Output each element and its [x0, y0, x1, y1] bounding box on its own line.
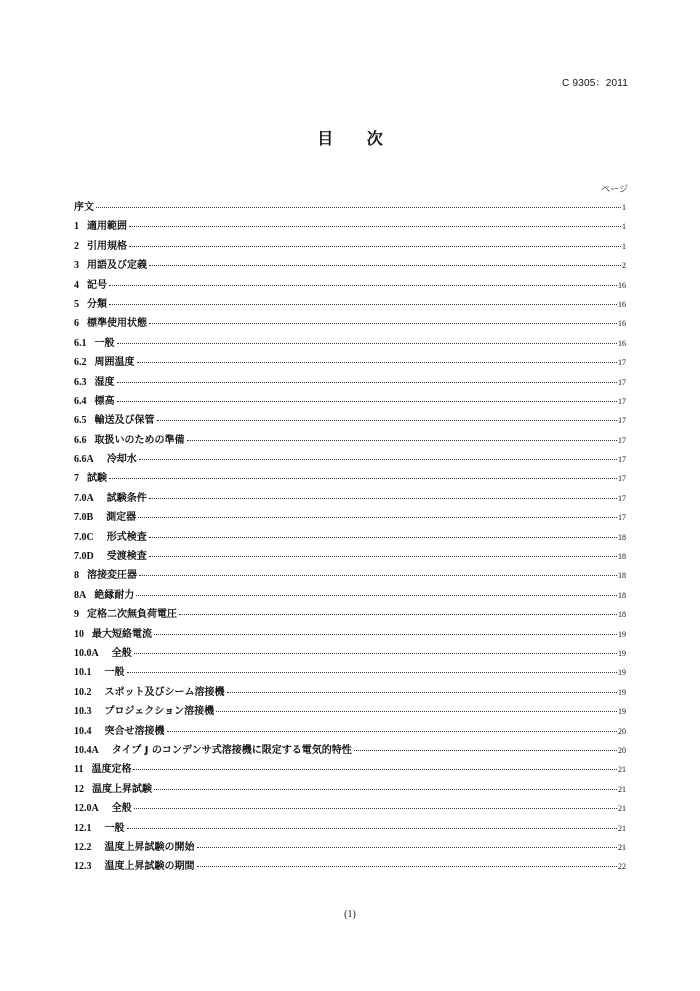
toc-entry[interactable]: [74, 256, 626, 275]
toc-entry-page: 18: [618, 552, 626, 562]
toc-entry-page: 20: [618, 726, 626, 736]
toc-dot-leader: [127, 828, 618, 829]
toc-entry-number: 7.0B: [74, 512, 94, 524]
toc-entry-page: 18: [618, 610, 626, 620]
toc-dot-leader: [149, 556, 617, 557]
toc-entry-label: 定格二次無負荷電圧: [87, 609, 177, 621]
toc-entry-label: 標準使用状態: [87, 318, 147, 330]
toc-entry[interactable]: [74, 295, 626, 314]
toc-entry-label: 全般: [111, 803, 132, 815]
toc-entry-number: 1: [74, 221, 79, 233]
toc-dot-leader: [117, 401, 618, 402]
toc-entry-label: 最大短絡電流: [92, 628, 152, 640]
toc-dot-leader: [133, 769, 617, 770]
toc-entry[interactable]: [74, 663, 626, 682]
toc-entry-number: 12.2: [74, 841, 92, 853]
toc-entry[interactable]: [74, 373, 626, 392]
toc-entry-page: 21: [618, 842, 626, 852]
toc-entry-page: 18: [618, 532, 626, 542]
toc-entry-number: 6.6: [74, 434, 87, 446]
toc-entry-number: 4: [74, 279, 79, 291]
toc-dot-leader: [354, 750, 617, 751]
toc-entry[interactable]: [74, 625, 626, 644]
toc-entry-page: 16: [618, 338, 626, 348]
toc-entry-number: 10.0A: [74, 647, 99, 659]
toc-entry-label: 温度上昇試験: [92, 783, 152, 795]
toc-entry[interactable]: [74, 702, 626, 721]
toc-entry-number: 10: [74, 628, 84, 640]
toc-entry-label: 取扱いのための準備: [94, 434, 185, 446]
toc-entry-number: 12: [74, 783, 84, 795]
toc-entry-number: 8: [74, 570, 79, 582]
toc-entry[interactable]: [74, 431, 626, 450]
toc-dot-leader: [179, 614, 617, 615]
toc-dot-leader: [227, 692, 618, 693]
toc-dot-leader: [149, 537, 617, 538]
toc-entry-number: 7: [74, 473, 79, 485]
toc-entry-number: 6.5: [74, 415, 87, 427]
toc-dot-leader: [154, 634, 617, 635]
toc-dot-leader: [149, 498, 617, 499]
toc-entry-label: 輸送及び保管: [94, 415, 155, 427]
toc-entry-label: プロジェクション溶接機: [104, 706, 215, 718]
toc-entry[interactable]: [74, 799, 626, 818]
toc-entry-number: 5: [74, 298, 79, 310]
toc-entry-number: 12.3: [74, 861, 92, 873]
toc-entry-page: 18: [618, 590, 626, 600]
toc-entry-page: 2: [622, 261, 626, 271]
toc-entry-page: 17: [618, 474, 626, 484]
toc-entry-label: 測定器: [106, 512, 137, 524]
toc-entry[interactable]: [74, 741, 626, 760]
toc-entry-number: 12.0A: [74, 803, 99, 815]
toc-entry[interactable]: [74, 780, 626, 799]
document-code: C 9305：2011: [562, 78, 628, 89]
toc-entry[interactable]: [74, 334, 626, 353]
toc-entry-label: 周囲温度: [94, 357, 135, 369]
toc-entry-label: 標高: [94, 395, 115, 407]
toc-entry[interactable]: [74, 528, 626, 547]
toc-entry-number: 12.1: [74, 822, 92, 834]
toc-dot-leader: [109, 304, 617, 305]
toc-dot-leader: [134, 653, 617, 654]
toc-entry-label: 温度上昇試験の開始: [104, 841, 195, 853]
toc-entry[interactable]: [74, 237, 626, 256]
toc-entry-label: 用語及び定義: [87, 260, 147, 272]
toc-entry-label: 突合せ溶接機: [104, 725, 165, 737]
toc-entry-label: 冷却水: [106, 454, 137, 466]
toc-dot-leader: [96, 207, 621, 208]
toc-entry[interactable]: [74, 722, 626, 741]
toc-entry-page: 17: [618, 435, 626, 445]
toc-dot-leader: [109, 478, 617, 479]
toc-dot-leader: [139, 459, 617, 460]
toc-dot-leader: [187, 440, 618, 441]
toc-entry[interactable]: [74, 547, 626, 566]
toc-entry-page: 21: [618, 784, 626, 794]
toc-entry-number: 10.3: [74, 706, 92, 718]
toc-dot-leader: [154, 789, 617, 790]
toc-entry[interactable]: [74, 683, 626, 702]
toc-entry[interactable]: [74, 353, 626, 372]
toc-entry[interactable]: [74, 586, 626, 605]
toc-entry-number: 7.0A: [74, 492, 94, 504]
toc-entry-label: タイプ J のコンデンサ式溶接機に限定する電気的特性: [111, 744, 352, 756]
toc-entry-page: 19: [618, 668, 626, 678]
toc-dot-leader: [117, 382, 618, 383]
toc-entry-page: 22: [618, 862, 626, 872]
toc-entry-label: スポット及びシーム溶接機: [104, 686, 225, 698]
toc-entry[interactable]: [74, 411, 626, 430]
toc-entry[interactable]: [74, 489, 626, 508]
toc-entry-number: 10.2: [74, 686, 92, 698]
toc-entry-page: 17: [618, 396, 626, 406]
toc-entry[interactable]: [74, 566, 626, 585]
toc-entry-number: 6.3: [74, 376, 87, 388]
toc-dot-leader: [134, 808, 617, 809]
toc-entry[interactable]: [74, 276, 626, 295]
toc-entry-number: 2: [74, 240, 79, 252]
toc-entry[interactable]: [74, 217, 626, 236]
toc-entry-page: 17: [618, 513, 626, 523]
toc-entry-label: 一般: [104, 822, 125, 834]
toc-dot-leader: [136, 595, 617, 596]
toc-entry-label: 引用規格: [87, 240, 127, 252]
toc-dot-leader: [138, 517, 617, 518]
toc-entry[interactable]: [74, 469, 626, 488]
toc-entry-page: 17: [618, 358, 626, 368]
toc-entry-number: 11: [74, 764, 84, 776]
toc-dot-leader: [117, 343, 618, 344]
toc-entry-label: 溶接変圧器: [87, 570, 137, 582]
toc-entry-number: 10.4: [74, 725, 92, 737]
toc-entry-page: 16: [618, 319, 626, 329]
toc-entry-number: 6.1: [74, 337, 87, 349]
toc-entry[interactable]: [74, 508, 626, 527]
toc-entry-label: 分類: [87, 298, 107, 310]
toc-entry-number: 7.0D: [74, 551, 94, 563]
toc-entry-label: 温度定格: [91, 764, 132, 776]
toc-dot-leader: [157, 420, 618, 421]
table-of-contents: [74, 198, 626, 877]
toc-entry-page: 19: [618, 707, 626, 717]
toc-entry-page: 21: [618, 823, 626, 833]
toc-dot-leader: [129, 226, 621, 227]
toc-entry-number: 10.4A: [74, 744, 99, 756]
toc-entry[interactable]: [74, 857, 626, 876]
toc-entry-page: 1: [622, 241, 626, 251]
toc-entry-page: 17: [618, 455, 626, 465]
toc-entry[interactable]: [74, 819, 626, 838]
toc-entry[interactable]: [74, 392, 626, 411]
toc-entry-page: 19: [618, 629, 626, 639]
page-folio: (1): [344, 909, 356, 920]
toc-entry-page: 16: [618, 280, 626, 290]
toc-entry-number: 6: [74, 318, 79, 330]
toc-entry[interactable]: [74, 838, 626, 857]
toc-entry-page: 21: [618, 765, 626, 775]
toc-entry-label: 試験: [87, 473, 107, 485]
toc-entry-label: 形式検査: [106, 531, 147, 543]
toc-entry-number: 6.4: [74, 395, 87, 407]
toc-dot-leader: [216, 711, 617, 712]
toc-dot-leader: [197, 847, 618, 848]
toc-entry-page: 16: [618, 299, 626, 309]
toc-entry-page: 17: [618, 377, 626, 387]
toc-entry-label: 全般: [111, 647, 132, 659]
toc-dot-leader: [139, 575, 617, 576]
toc-entry-number: 6.2: [74, 357, 87, 369]
toc-entry-page: 17: [618, 416, 626, 426]
toc-entry-page: 20: [618, 745, 626, 755]
toc-entry-page: 19: [618, 687, 626, 697]
toc-entry-label: 適用範囲: [87, 221, 127, 233]
toc-entry[interactable]: [74, 644, 626, 663]
toc-entry[interactable]: [74, 198, 626, 217]
toc-entry-number: 6.6A: [74, 454, 94, 466]
toc-dot-leader: [197, 866, 618, 867]
toc-dot-leader: [109, 285, 617, 286]
toc-dot-leader: [149, 323, 617, 324]
page-title: 目 次: [317, 129, 397, 148]
toc-entry[interactable]: [74, 760, 626, 779]
toc-entry-page: 1: [622, 222, 626, 232]
toc-entry-label: 受渡検査: [106, 551, 147, 563]
toc-entry-label: 絶縁耐力: [94, 589, 135, 601]
toc-entry-number: 9: [74, 609, 79, 621]
toc-entry[interactable]: [74, 314, 626, 333]
toc-entry-label: 記号: [87, 279, 107, 291]
toc-entry[interactable]: [74, 450, 626, 469]
toc-dot-leader: [129, 246, 621, 247]
toc-entry-number: 10.1: [74, 667, 92, 679]
toc-entry-number: 8A: [74, 589, 87, 601]
toc-entry-label: 序文: [74, 202, 94, 213]
toc-entry[interactable]: [74, 605, 626, 624]
toc-entry-page: 17: [618, 493, 626, 503]
toc-entry-number: 3: [74, 260, 79, 272]
toc-entry-page: 19: [618, 648, 626, 658]
toc-entry-label: 湿度: [94, 376, 115, 388]
toc-dot-leader: [137, 362, 618, 363]
toc-entry-label: 温度上昇試験の期間: [104, 861, 195, 873]
page-column-label: ページ: [601, 185, 628, 195]
toc-entry-label: 一般: [94, 337, 115, 349]
toc-entry-page: 1: [622, 203, 626, 212]
toc-dot-leader: [167, 731, 618, 732]
toc-dot-leader: [127, 672, 618, 673]
toc-entry-page: 18: [618, 571, 626, 581]
toc-entry-page: 21: [618, 804, 626, 814]
toc-dot-leader: [149, 265, 621, 266]
toc-entry-label: 試験条件: [106, 492, 147, 504]
toc-entry-number: 7.0C: [74, 531, 94, 543]
toc-entry-label: 一般: [104, 667, 125, 679]
